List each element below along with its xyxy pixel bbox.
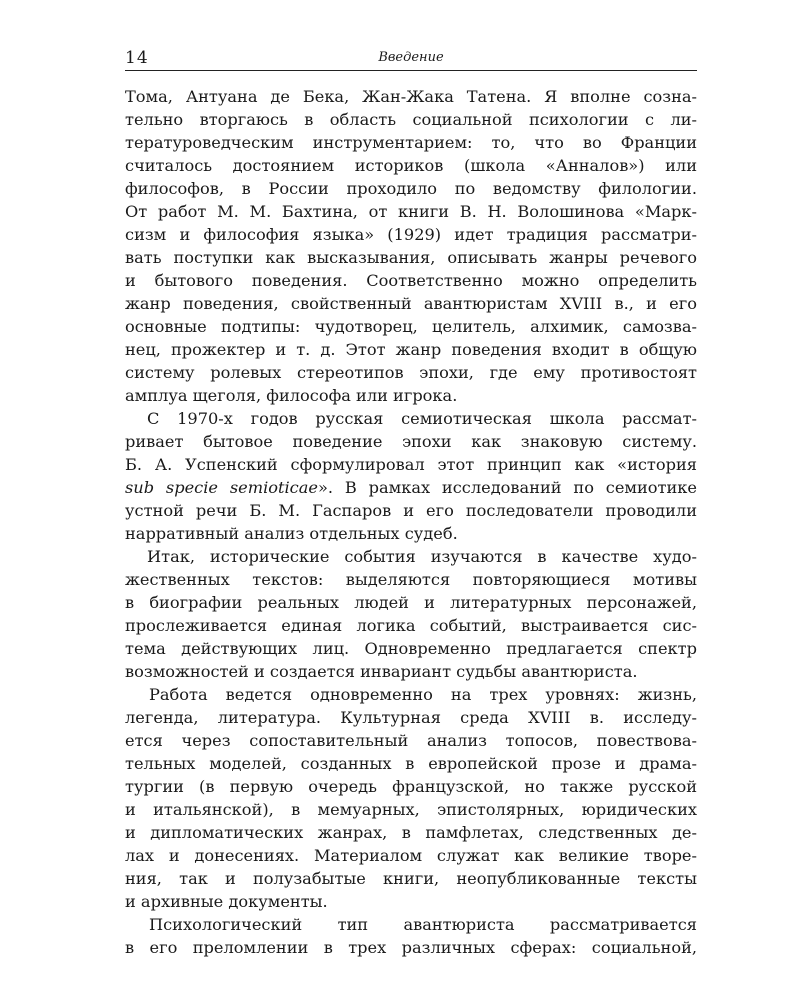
page-number: 14 [125, 48, 149, 68]
text-line: прослеживается единая логика событий, выстраивается сис- [125, 616, 697, 635]
text-line: тургии (в первую очередь французской, но также русской [125, 777, 697, 796]
text-line: жественных текстов: выделяются повторяющиеся мотивы [125, 570, 697, 589]
text-line: С 1970-х годов русская семиотическая школа рассмат- [147, 409, 697, 428]
text-line: нарративный анализ отдельных судеб. [125, 524, 458, 543]
text-line: нец, прожектер и т. д. Этот жанр поведения входит в общую [125, 340, 697, 359]
text-line: устной речи Б. М. Гаспаров и его последователи проводили [125, 501, 697, 520]
text-line: и итальянской), в мемуарных, эпистолярных, юридических [125, 800, 697, 819]
text-line: вать поступки как высказывания, описывать жанры речевого [125, 248, 697, 267]
text-line: в биографии реальных людей и литературных персонажей, [125, 593, 697, 612]
text-line: ния, так и полузабытые книги, неопубликованные тексты [125, 869, 697, 888]
text-line: Б. А. Успенский сформулировал этот принцип как «история [125, 455, 697, 474]
text-line: и дипломатических жанрах, в памфлетах, следственных де- [125, 823, 697, 842]
text-line: тературоведческим инструментарием: то, что во Франции [125, 133, 697, 152]
text-line: лах и донесениях. Материалом служат как великие творе- [125, 846, 697, 865]
text-line: считалось достоянием историков (школа «Анналов») или [125, 156, 697, 175]
text-line: Психологический тип авантюриста рассматривается [149, 915, 697, 934]
text-line: Итак, исторические события изучаются в качестве худо- [147, 547, 697, 566]
text-line: тельно вторгаюсь в область социальной психологии с ли- [125, 110, 697, 129]
line-continuation: ». В рамках исследований по семиотике [317, 478, 697, 497]
header-rule [125, 70, 697, 71]
text-line: легенда, литература. Культурная среда XVIII в. исследу- [125, 708, 697, 727]
text-line: ривает бытовое поведение эпохи как знаковую систему. [125, 432, 697, 451]
text-line: и бытового поведения. Соответственно можно определить [125, 271, 697, 290]
text-line: Тома, Антуана де Бека, Жан-Жака Татена. Я вполне созна- [125, 87, 697, 106]
text-line: От работ М. М. Бахтина, от книги В. Н. Волошинова «Марк- [125, 202, 697, 221]
text-line: философов, в России проходило по ведомству филологии. [125, 179, 697, 198]
page-header [125, 48, 697, 70]
text-line: Работа ведется одновременно на трех уровнях: жизнь, [149, 685, 697, 704]
text-line: и архивные документы. [125, 892, 328, 911]
text-line: систему ролевых стереотипов эпохи, где ему противостоят [125, 363, 697, 382]
text-line-italic [125, 476, 697, 499]
text-line: амплуа щеголя, философа или игрока. [125, 386, 458, 405]
text-line: основные подтипы: чудотворец, целитель, алхимик, самозва- [125, 317, 697, 336]
text-line: тема действующих лиц. Одновременно предлагается спектр [125, 639, 697, 658]
text-line: возможностей и создается инвариант судьбы авантюриста. [125, 662, 638, 681]
text-line: сизм и философия языка» (1929) идет традиция рассматри- [125, 225, 697, 244]
running-title: Введение [378, 50, 444, 65]
text-line: в его преломлении в трех различных сферах: социальной, [125, 938, 697, 957]
body-text [125, 85, 697, 959]
text-line: тельных моделей, созданных в европейской прозе и драма- [125, 754, 697, 773]
text-line: жанр поведения, свойственный авантюристам XVIII в., и его [125, 294, 697, 313]
text-line: ется через сопоставительный анализ топосов, повествова- [125, 731, 697, 750]
italic-phrase: sub specie semioticae [125, 478, 318, 497]
